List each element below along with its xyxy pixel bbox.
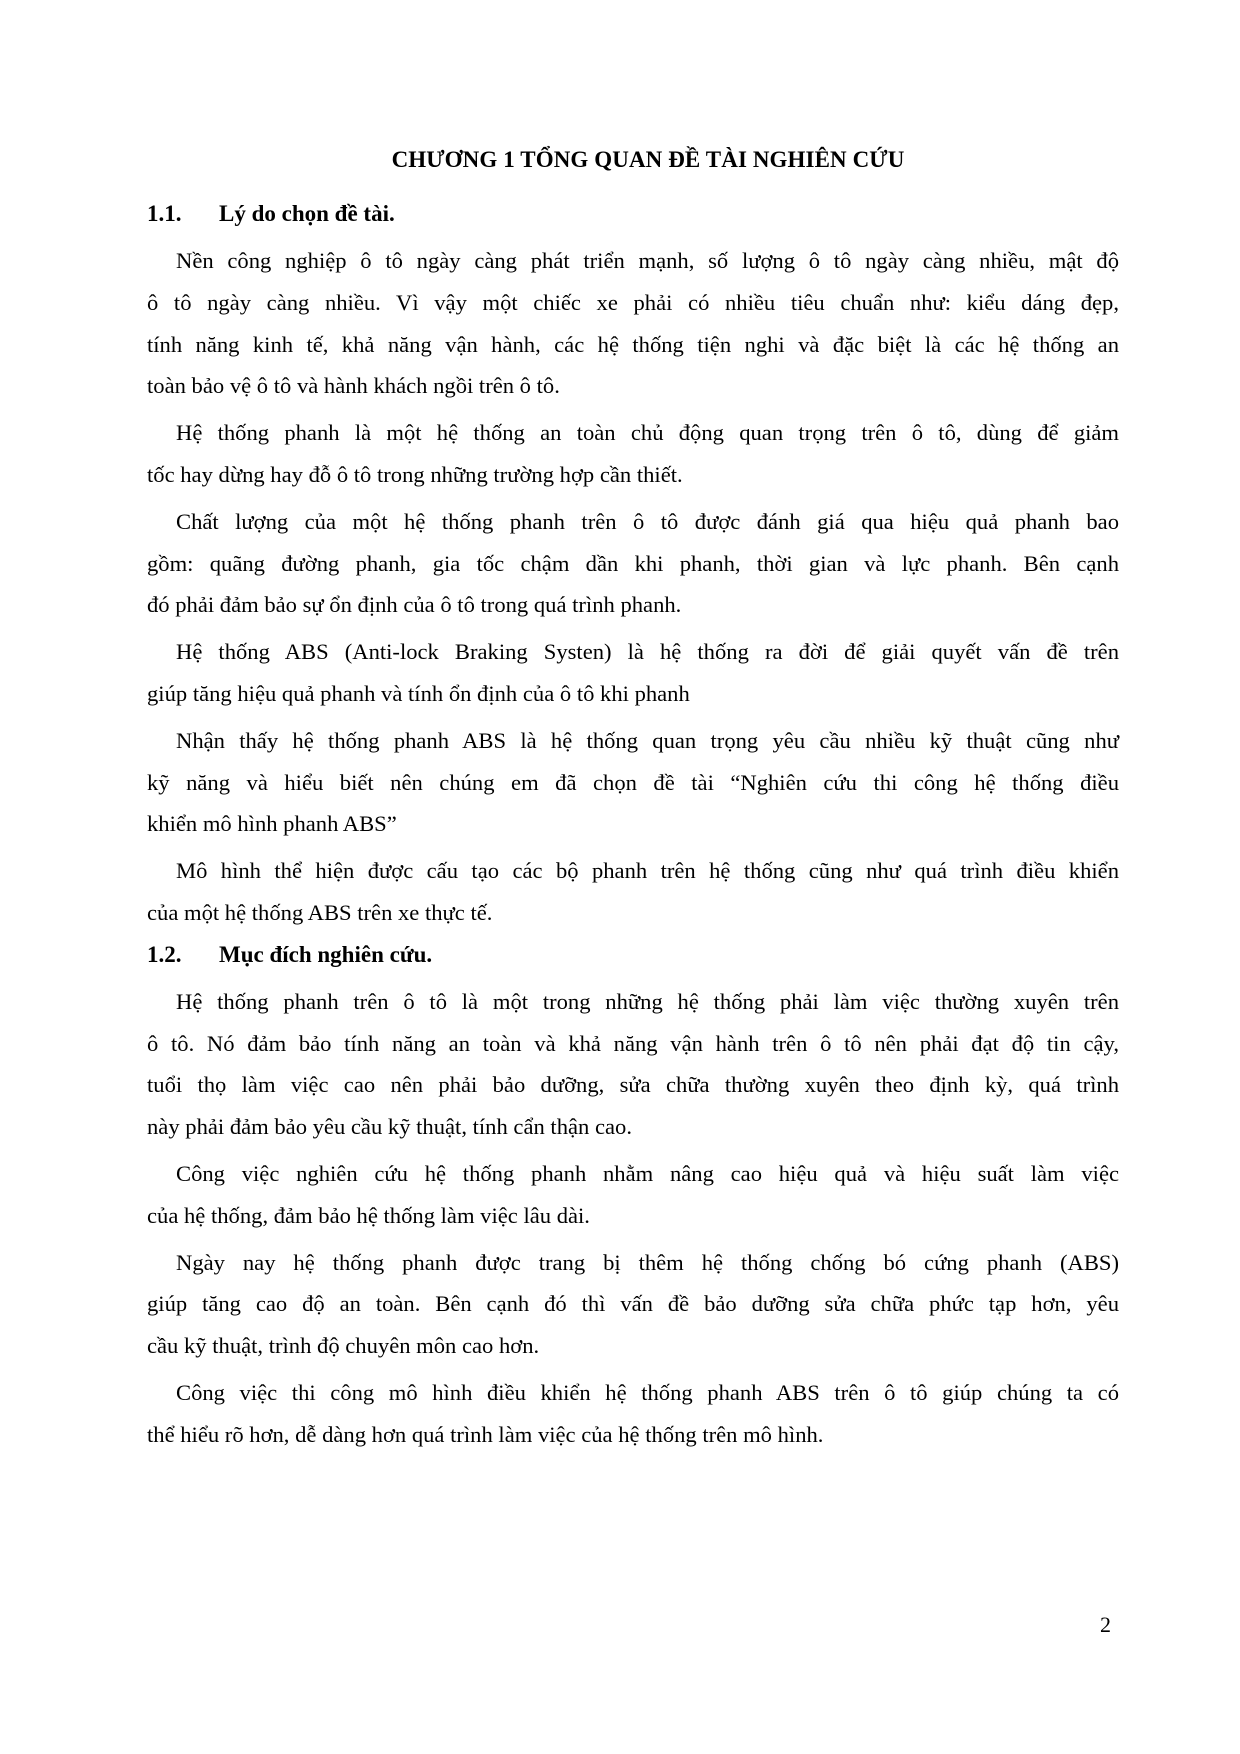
text-line: gồm: quãng đường phanh, gia tốc chậm dần khi phanh, thời gian và lực phanh. Bên cạnh (147, 550, 1119, 576)
text-line: đó phải đảm bảo sự ổn định của ô tô trong quá trình phanh. (147, 592, 682, 618)
text-line: Hệ thống ABS (Anti-lock Braking Systen) là hệ thống ra đời để giải quyết vấn đề trên (176, 639, 1119, 665)
text-line: ô tô. Nó đảm bảo tính năng an toàn và khả năng vận hành trên ô tô nên phải đạt độ tin cậy, (147, 1030, 1119, 1056)
text-line: Ngày nay hệ thống phanh được trang bị thêm hệ thống chống bó cứng phanh (ABS) (176, 1249, 1119, 1275)
text-line: tuổi thọ làm việc cao nên phải bảo dưỡng, sửa chữa thường xuyên theo định kỳ, quá trình (147, 1072, 1119, 1098)
text-line: toàn bảo vệ ô tô và hành khách ngồi trên ô tô. (147, 373, 560, 399)
section-title: Mục đích nghiên cứu. (219, 941, 433, 967)
paragraph (147, 1242, 1119, 1367)
text-line: này phải đảm bảo yêu cầu kỹ thuật, tính cẩn thận cao. (147, 1114, 632, 1140)
paragraph (147, 631, 1119, 715)
page-content (147, 144, 1119, 1461)
paragraph (147, 501, 1119, 626)
page-number: 2 (1100, 1612, 1111, 1637)
section-heading-1-1 (147, 198, 1119, 230)
text-line: tính năng kinh tế, khả năng vận hành, các hệ thống tiện nghi và đặc biệt là các hệ thống an (147, 331, 1119, 357)
paragraph (147, 240, 1119, 407)
text-line: Hệ thống phanh là một hệ thống an toàn chủ động quan trọng trên ô tô, dùng để giảm (176, 420, 1119, 446)
section-number: 1.1. (147, 201, 182, 226)
text-line: Nền công nghiệp ô tô ngày càng phát triển mạnh, số lượng ô tô ngày càng nhiều, mật độ (176, 248, 1119, 273)
text-line: Công việc thi công mô hình điều khiển hệ thống phanh ABS trên ô tô giúp chúng ta có (176, 1379, 1119, 1405)
text-line: Chất lượng của một hệ thống phanh trên ô tô được đánh giá qua hiệu quả phanh bao (176, 508, 1119, 534)
paragraph (147, 1372, 1119, 1456)
text-line: Hệ thống phanh trên ô tô là một trong những hệ thống phải làm việc thường xuyên trên (176, 988, 1119, 1014)
text-line: giúp tăng hiệu quả phanh và tính ổn định của ô tô khi phanh (147, 680, 690, 706)
text-line: khiển mô hình phanh ABS” (147, 811, 397, 837)
section-title: Lý do chọn đề tài. (219, 201, 395, 226)
text-line: ô tô ngày càng nhiều. Vì vậy một chiếc xe phải có nhiều tiêu chuẩn như: kiểu dáng đẹp, (147, 289, 1119, 315)
paragraph (147, 850, 1119, 934)
paragraph (147, 412, 1119, 496)
text-line: của một hệ thống ABS trên xe thực tế. (147, 899, 493, 925)
text-line: Công việc nghiên cứu hệ thống phanh nhằm nâng cao hiệu quả và hiệu suất làm việc (176, 1160, 1119, 1186)
section-heading-1-2 (147, 939, 1119, 971)
paragraph (147, 981, 1119, 1148)
text-line: Mô hình thể hiện được cấu tạo các bộ phanh trên hệ thống cũng như quá trình điều khiển (176, 858, 1119, 884)
text-line: tốc hay dừng hay đỗ ô tô trong những trường hợp cần thiết. (147, 461, 683, 487)
text-line: giúp tăng cao độ an toàn. Bên cạnh đó thì vấn đề bảo dưỡng sửa chữa phức tạp hơn, yêu (147, 1291, 1119, 1317)
text-line: kỹ năng và hiểu biết nên chúng em đã chọn đề tài “Nghiên cứu thi công hệ thống điều (147, 769, 1119, 795)
chapter-title: CHƯƠNG 1 TỔNG QUAN ĐỀ TÀI NGHIÊN CỨU (391, 147, 905, 172)
paragraph (147, 1153, 1119, 1237)
text-line: thể hiểu rõ hơn, dễ dàng hơn quá trình làm việc của hệ thống trên mô hình. (147, 1421, 824, 1447)
text-line: cầu kỹ thuật, trình độ chuyên môn cao hơn. (147, 1333, 540, 1359)
text-line: của hệ thống, đảm bảo hệ thống làm việc lâu dài. (147, 1202, 590, 1228)
section-number: 1.2. (147, 941, 182, 967)
text-line: Nhận thấy hệ thống phanh ABS là hệ thống quan trọng yêu cầu nhiều kỹ thuật cũng như (176, 727, 1119, 753)
paragraph (147, 720, 1119, 845)
